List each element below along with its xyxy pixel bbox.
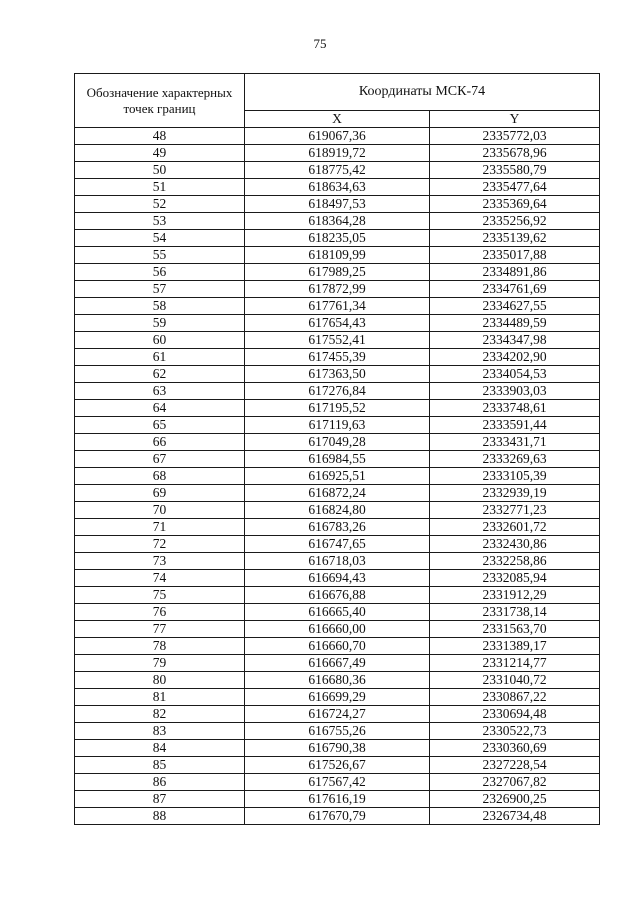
y-coordinate-cell: 2333591,44: [430, 417, 600, 434]
x-coordinate-cell: 619067,36: [245, 128, 430, 145]
y-coordinate-cell: 2331912,29: [430, 587, 600, 604]
point-cell: 59: [75, 315, 245, 332]
y-coordinate-cell: 2326900,25: [430, 791, 600, 808]
table-row: [75, 332, 600, 349]
y-coordinate-cell: 2333431,71: [430, 434, 600, 451]
y-coordinate-cell: 2335256,92: [430, 213, 600, 230]
y-coordinate-cell: 2332430,86: [430, 536, 600, 553]
y-coordinate-cell: 2326734,48: [430, 808, 600, 825]
table-row: [75, 553, 600, 570]
x-coordinate-cell: 616676,88: [245, 587, 430, 604]
point-cell: 55: [75, 247, 245, 264]
y-coordinate-cell: 2334891,86: [430, 264, 600, 281]
point-cell: 66: [75, 434, 245, 451]
x-coordinate-cell: 616667,49: [245, 655, 430, 672]
table-row: [75, 723, 600, 740]
header-y: Y: [430, 111, 600, 128]
point-cell: 65: [75, 417, 245, 434]
table-row: [75, 757, 600, 774]
y-coordinate-cell: 2333269,63: [430, 451, 600, 468]
point-cell: 79: [75, 655, 245, 672]
y-coordinate-cell: 2334347,98: [430, 332, 600, 349]
x-coordinate-cell: 616699,29: [245, 689, 430, 706]
y-coordinate-cell: 2333748,61: [430, 400, 600, 417]
point-cell: 50: [75, 162, 245, 179]
x-coordinate-cell: 617363,50: [245, 366, 430, 383]
x-coordinate-cell: 618109,99: [245, 247, 430, 264]
table-row: [75, 706, 600, 723]
y-coordinate-cell: 2331040,72: [430, 672, 600, 689]
point-cell: 58: [75, 298, 245, 315]
table-row: [75, 451, 600, 468]
x-coordinate-cell: 618919,72: [245, 145, 430, 162]
point-cell: 86: [75, 774, 245, 791]
x-coordinate-cell: 616790,38: [245, 740, 430, 757]
x-coordinate-cell: 616660,70: [245, 638, 430, 655]
x-coordinate-cell: 616694,43: [245, 570, 430, 587]
table-row: [75, 179, 600, 196]
x-coordinate-cell: 618497,53: [245, 196, 430, 213]
table-row: [75, 604, 600, 621]
table-row: [75, 315, 600, 332]
point-cell: 51: [75, 179, 245, 196]
table-row: [75, 774, 600, 791]
x-coordinate-cell: 616872,24: [245, 485, 430, 502]
table-row: [75, 655, 600, 672]
point-cell: 75: [75, 587, 245, 604]
point-cell: 87: [75, 791, 245, 808]
point-cell: 70: [75, 502, 245, 519]
point-cell: 69: [75, 485, 245, 502]
y-coordinate-cell: 2335678,96: [430, 145, 600, 162]
table-row: [75, 230, 600, 247]
point-cell: 57: [75, 281, 245, 298]
table-row: [75, 400, 600, 417]
x-coordinate-cell: 616755,26: [245, 723, 430, 740]
y-coordinate-cell: 2335369,64: [430, 196, 600, 213]
y-coordinate-cell: 2332085,94: [430, 570, 600, 587]
y-coordinate-cell: 2327067,82: [430, 774, 600, 791]
table-row: [75, 808, 600, 825]
header-coordinates-group: Координаты МСК-74: [245, 74, 600, 111]
point-cell: 83: [75, 723, 245, 740]
point-cell: 84: [75, 740, 245, 757]
y-coordinate-cell: 2333903,03: [430, 383, 600, 400]
point-cell: 77: [75, 621, 245, 638]
point-cell: 67: [75, 451, 245, 468]
x-coordinate-cell: 618775,42: [245, 162, 430, 179]
x-coordinate-cell: 617654,43: [245, 315, 430, 332]
table-row: [75, 468, 600, 485]
table-header: [75, 74, 600, 128]
point-cell: 62: [75, 366, 245, 383]
table-row: [75, 383, 600, 400]
x-coordinate-cell: 616925,51: [245, 468, 430, 485]
table-row: [75, 689, 600, 706]
point-cell: 56: [75, 264, 245, 281]
header-point-designation: Обозначение характерных точек границ: [75, 74, 245, 128]
table-row: [75, 196, 600, 213]
coordinates-table: [74, 73, 600, 825]
table-row: [75, 570, 600, 587]
y-coordinate-cell: 2330867,22: [430, 689, 600, 706]
table-row: [75, 519, 600, 536]
x-coordinate-cell: 617195,52: [245, 400, 430, 417]
x-coordinate-cell: 616665,40: [245, 604, 430, 621]
point-cell: 88: [75, 808, 245, 825]
y-coordinate-cell: 2330360,69: [430, 740, 600, 757]
y-coordinate-cell: 2331214,77: [430, 655, 600, 672]
x-coordinate-cell: 617670,79: [245, 808, 430, 825]
y-coordinate-cell: 2332771,23: [430, 502, 600, 519]
point-cell: 68: [75, 468, 245, 485]
x-coordinate-cell: 618364,28: [245, 213, 430, 230]
table-row: [75, 587, 600, 604]
x-coordinate-cell: 617989,25: [245, 264, 430, 281]
x-coordinate-cell: 617872,99: [245, 281, 430, 298]
y-coordinate-cell: 2335477,64: [430, 179, 600, 196]
y-coordinate-cell: 2327228,54: [430, 757, 600, 774]
table-row: [75, 502, 600, 519]
x-coordinate-cell: 616680,36: [245, 672, 430, 689]
table-header-row: [75, 74, 600, 111]
x-coordinate-cell: 616724,27: [245, 706, 430, 723]
table-row: [75, 638, 600, 655]
y-coordinate-cell: 2335139,62: [430, 230, 600, 247]
y-coordinate-cell: 2332939,19: [430, 485, 600, 502]
point-cell: 71: [75, 519, 245, 536]
x-coordinate-cell: 616783,26: [245, 519, 430, 536]
point-cell: 63: [75, 383, 245, 400]
point-cell: 64: [75, 400, 245, 417]
y-coordinate-cell: 2331563,70: [430, 621, 600, 638]
y-coordinate-cell: 2335772,03: [430, 128, 600, 145]
header-x: X: [245, 111, 430, 128]
table-row: [75, 298, 600, 315]
table-row: [75, 145, 600, 162]
y-coordinate-cell: 2334202,90: [430, 349, 600, 366]
point-cell: 61: [75, 349, 245, 366]
table-row: [75, 264, 600, 281]
y-coordinate-cell: 2331738,14: [430, 604, 600, 621]
y-coordinate-cell: 2334761,69: [430, 281, 600, 298]
point-cell: 81: [75, 689, 245, 706]
point-cell: 54: [75, 230, 245, 247]
point-cell: 80: [75, 672, 245, 689]
y-coordinate-cell: 2333105,39: [430, 468, 600, 485]
page-number: 75: [313, 36, 327, 51]
y-coordinate-cell: 2335580,79: [430, 162, 600, 179]
y-coordinate-cell: 2332258,86: [430, 553, 600, 570]
y-coordinate-cell: 2334627,55: [430, 298, 600, 315]
table-row: [75, 434, 600, 451]
table-row: [75, 247, 600, 264]
point-cell: 74: [75, 570, 245, 587]
table-row: [75, 366, 600, 383]
point-cell: 78: [75, 638, 245, 655]
point-cell: 52: [75, 196, 245, 213]
table-row: [75, 162, 600, 179]
table-row: [75, 281, 600, 298]
point-cell: 53: [75, 213, 245, 230]
table-row: [75, 621, 600, 638]
x-coordinate-cell: 616824,80: [245, 502, 430, 519]
x-coordinate-cell: 618235,05: [245, 230, 430, 247]
point-cell: 73: [75, 553, 245, 570]
table-row: [75, 128, 600, 145]
y-coordinate-cell: 2335017,88: [430, 247, 600, 264]
table-row: [75, 536, 600, 553]
table-row: [75, 349, 600, 366]
x-coordinate-cell: 617567,42: [245, 774, 430, 791]
x-coordinate-cell: 617526,67: [245, 757, 430, 774]
y-coordinate-cell: 2331389,17: [430, 638, 600, 655]
table-row: [75, 213, 600, 230]
point-cell: 48: [75, 128, 245, 145]
table-row: [75, 740, 600, 757]
table-row: [75, 672, 600, 689]
x-coordinate-cell: 617049,28: [245, 434, 430, 451]
x-coordinate-cell: 616747,65: [245, 536, 430, 553]
y-coordinate-cell: 2332601,72: [430, 519, 600, 536]
x-coordinate-cell: 618634,63: [245, 179, 430, 196]
x-coordinate-cell: 616660,00: [245, 621, 430, 638]
y-coordinate-cell: 2330522,73: [430, 723, 600, 740]
x-coordinate-cell: 616718,03: [245, 553, 430, 570]
x-coordinate-cell: 617455,39: [245, 349, 430, 366]
x-coordinate-cell: 617552,41: [245, 332, 430, 349]
point-cell: 85: [75, 757, 245, 774]
point-cell: 60: [75, 332, 245, 349]
x-coordinate-cell: 617119,63: [245, 417, 430, 434]
table-row: [75, 791, 600, 808]
point-cell: 76: [75, 604, 245, 621]
y-coordinate-cell: 2334489,59: [430, 315, 600, 332]
x-coordinate-cell: 616984,55: [245, 451, 430, 468]
point-cell: 49: [75, 145, 245, 162]
point-cell: 82: [75, 706, 245, 723]
x-coordinate-cell: 617276,84: [245, 383, 430, 400]
point-cell: 72: [75, 536, 245, 553]
x-coordinate-cell: 617616,19: [245, 791, 430, 808]
table-row: [75, 417, 600, 434]
table-row: [75, 485, 600, 502]
y-coordinate-cell: 2330694,48: [430, 706, 600, 723]
y-coordinate-cell: 2334054,53: [430, 366, 600, 383]
table-body: [75, 128, 600, 825]
x-coordinate-cell: 617761,34: [245, 298, 430, 315]
